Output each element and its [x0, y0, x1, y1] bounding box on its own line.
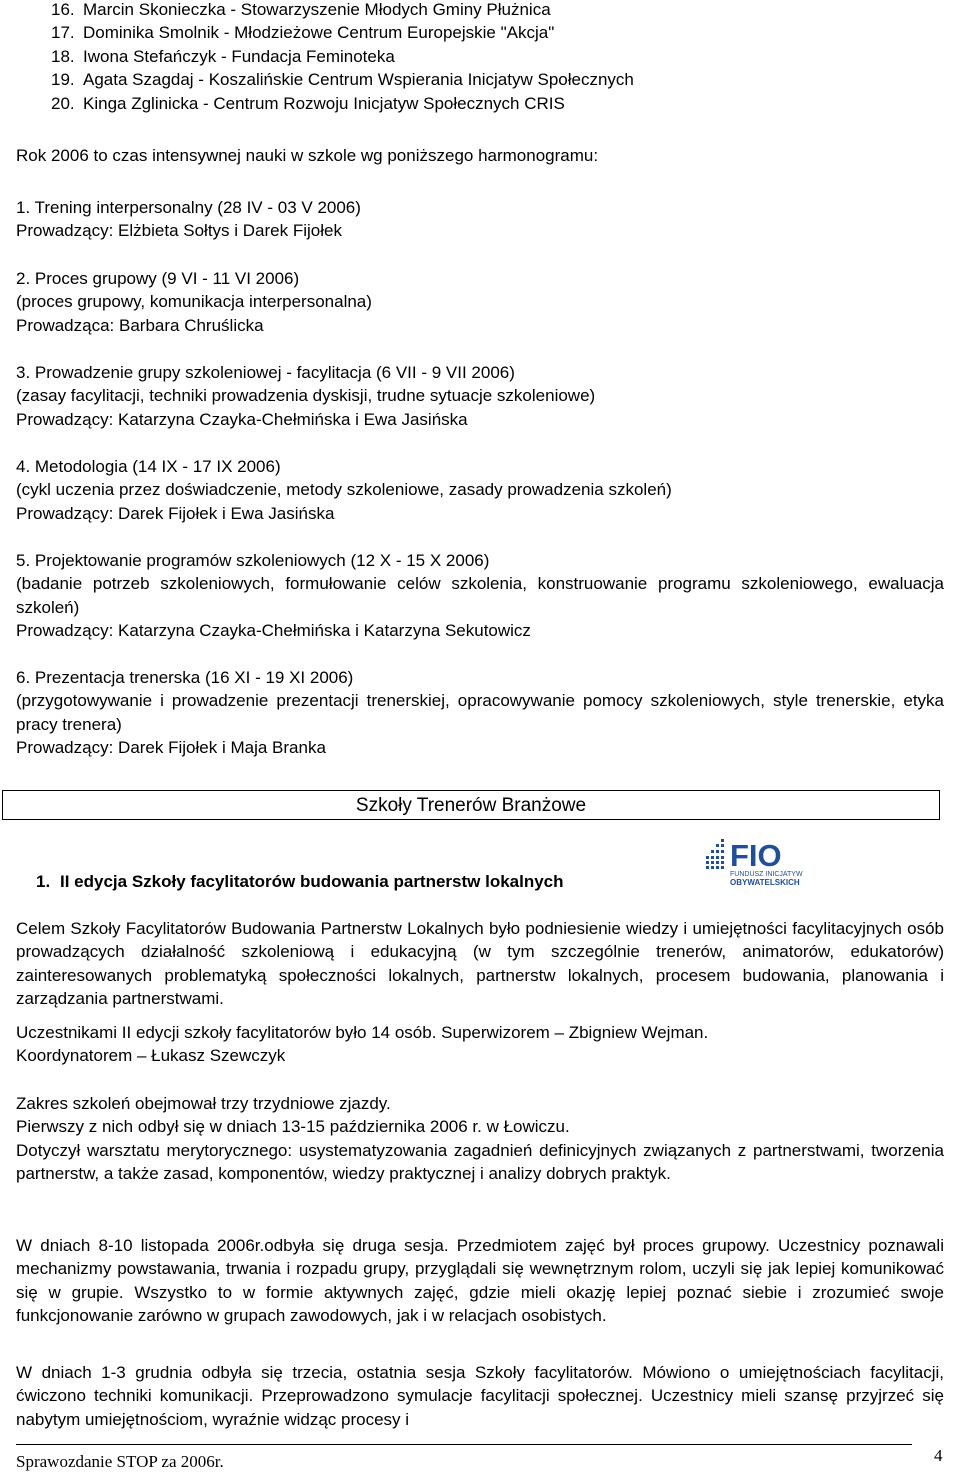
paragraph-scope: Zakres szkoleń obejmował trzy trzydniowe zjazdy. Pierwszy z nich odbył się w dniach 13-15 października 2006 r. w Łowiczu. Dotyczył warsztatu merytorycznego: usystematyzowania zagadnień definicyjnych związanych z partnerstwami, tworzenia partnerstw, a także zasad, komponentów, wiedzy praktycznej i analizy dobrych praktyk. — [16, 1094, 944, 1184]
module-6 — [16, 666, 944, 760]
module-2 — [16, 267, 944, 337]
list-item: 18. Iwona Stefańczyk - Fundacja Feminoteka — [51, 46, 395, 66]
module-title: 1. Trening interpersonalny (28 IV - 03 V 2006) — [16, 198, 361, 217]
module-title: 5. Projektowanie programów szkoleniowych (12 X - 15 X 2006) — [16, 551, 490, 570]
module-desc: (cykl uczenia przez doświadczenie, metody szkoleniowe, zasady prowadzenia szkoleń) — [16, 480, 672, 500]
list-item: 20. Kinga Zglinicka - Centrum Rozwoju Inicjatyw Społecznych CRIS — [51, 93, 565, 113]
list-item: 17. Dominika Smolnik - Młodzieżowe Centrum Europejskie "Akcja" — [51, 23, 555, 43]
module-3 — [16, 361, 944, 431]
page-number: 4 — [934, 1446, 943, 1465]
section-heading: 1. II edycja Szkoły facylitatorów budowania partnerstw lokalnych — [36, 872, 564, 891]
module-desc: (badanie potrzeb szkoleniowych, formułowanie celów szkolenia, konstruowanie programu szkoleniowego, ewaluacja szkoleń) — [16, 574, 944, 617]
module-title: 3. Prowadzenie grupy szkoleniowej - facylitacja (6 VII - 9 VII 2006) — [16, 363, 515, 382]
section-banner: Szkoły Trenerów Branżowe — [2, 790, 940, 820]
module-title: 2. Proces grupowy (9 VI - 11 VI 2006) — [16, 269, 300, 288]
module-1 — [16, 196, 944, 243]
footer-title: Sprawozdanie STOP za 2006r. — [16, 1452, 224, 1471]
module-lead: Prowadzący: Katarzyna Czayka-Chełmińska i Ewa Jasińska — [16, 409, 468, 429]
module-lead: Prowadzący: Darek Fijołek i Maja Branka — [16, 738, 326, 758]
logo-text: FIO — [730, 838, 782, 873]
module-lead: Prowadząca: Barbara Chruślicka — [16, 315, 264, 335]
list-item: 19. Agata Szagdaj - Koszalińskie Centrum Wspierania Inicjatyw Społecznych — [51, 70, 634, 90]
module-4 — [16, 455, 944, 525]
paragraph-participants: Uczestnikami II edycji szkoły facylitatorów było 14 osób. Superwizorem – Zbigniew Wejman. Koordynatorem – Łukasz Szewczyk — [16, 1023, 709, 1066]
fio-logo — [692, 830, 820, 894]
logo-subtitle-1: FUNDUSZ INICJATYW — [730, 871, 803, 878]
participants-list — [51, 0, 634, 115]
footer-rule — [16, 1444, 912, 1445]
module-title: 6. Prezentacja trenerska (16 XI - 19 XI 2006) — [16, 668, 354, 687]
module-lead: Prowadzący: Elżbieta Sołtys i Darek Fijołek — [16, 221, 342, 241]
logo-subtitle-2: OBYWATELSKICH — [730, 878, 800, 887]
module-desc: (przygotowywanie i prowadzenie prezentacji trenerskiej, opracowywanie pomocy szkoleniowych, style trenerskie, etyka pracy trenera) — [16, 691, 944, 734]
module-lead: Prowadzący: Katarzyna Czayka-Chełmińska i Katarzyna Sekutowicz — [16, 621, 531, 641]
module-5 — [16, 549, 944, 643]
module-desc: (zasay facylitacji, techniki prowadzenia dyskisji, trudne sytuacje szkoleniowe) — [16, 386, 596, 406]
module-title: 4. Metodologia (14 IX - 17 IX 2006) — [16, 457, 281, 476]
list-item: 16. Marcin Skonieczka - Stowarzyszenie Młodych Gminy Płużnica — [51, 0, 551, 19]
module-desc: (proces grupowy, komunikacja interpersonalna) — [16, 292, 372, 312]
paragraph-third-session: W dniach 1-3 grudnia odbyła się trzecia, ostatnia sesja Szkoły facylitatorów. Mówiono o umiejętnościach facylitacji, ćwiczono techniki komunikacji. Przeprowadzono symulacje facylitacji społecznej. Uczestnicy mieli szansę przyjrzeć się nabytym umiejętnościom, wyraźnie widząc procesy i — [16, 1363, 944, 1429]
schedule-intro: Rok 2006 to czas intensywnej nauki w szkole wg poniższego harmonogramu: — [16, 146, 599, 165]
paragraph-goal: Celem Szkoły Facylitatorów Budowania Partnerstw Lokalnych było podniesienie wiedzy i umiejętności facylitacyjnych osób prowadzących działalność szkoleniową i edukacyjną (w tym szczególnie trenerów, animatorów, edukatorów) zainteresowanych problematyką społeczności lokalnych, partnerstw lokalnych, procesem budowania, planowania i zarządzania partnerstwami. — [16, 919, 944, 1009]
paragraph-second-session: W dniach 8-10 listopada 2006r.odbyła się druga sesja. Przedmiotem zajęć był proces grupowy. Uczestnicy poznawali mechanizmy powstawania, trwania i rozpadu grupy, przyglądali się wewnętrznym rolom, uczyli się jak lepiej komunikować się w grupie. Wszystko to w formie aktywnych zajęć, gdzie mieli okazję lepiej poznać siebie i zrozumieć swoje funkcjonowanie zarówno w grupach zawodowych, jak i w relacjach osobistych. — [16, 1236, 944, 1326]
module-lead: Prowadzący: Darek Fijołek i Ewa Jasińska — [16, 503, 335, 523]
